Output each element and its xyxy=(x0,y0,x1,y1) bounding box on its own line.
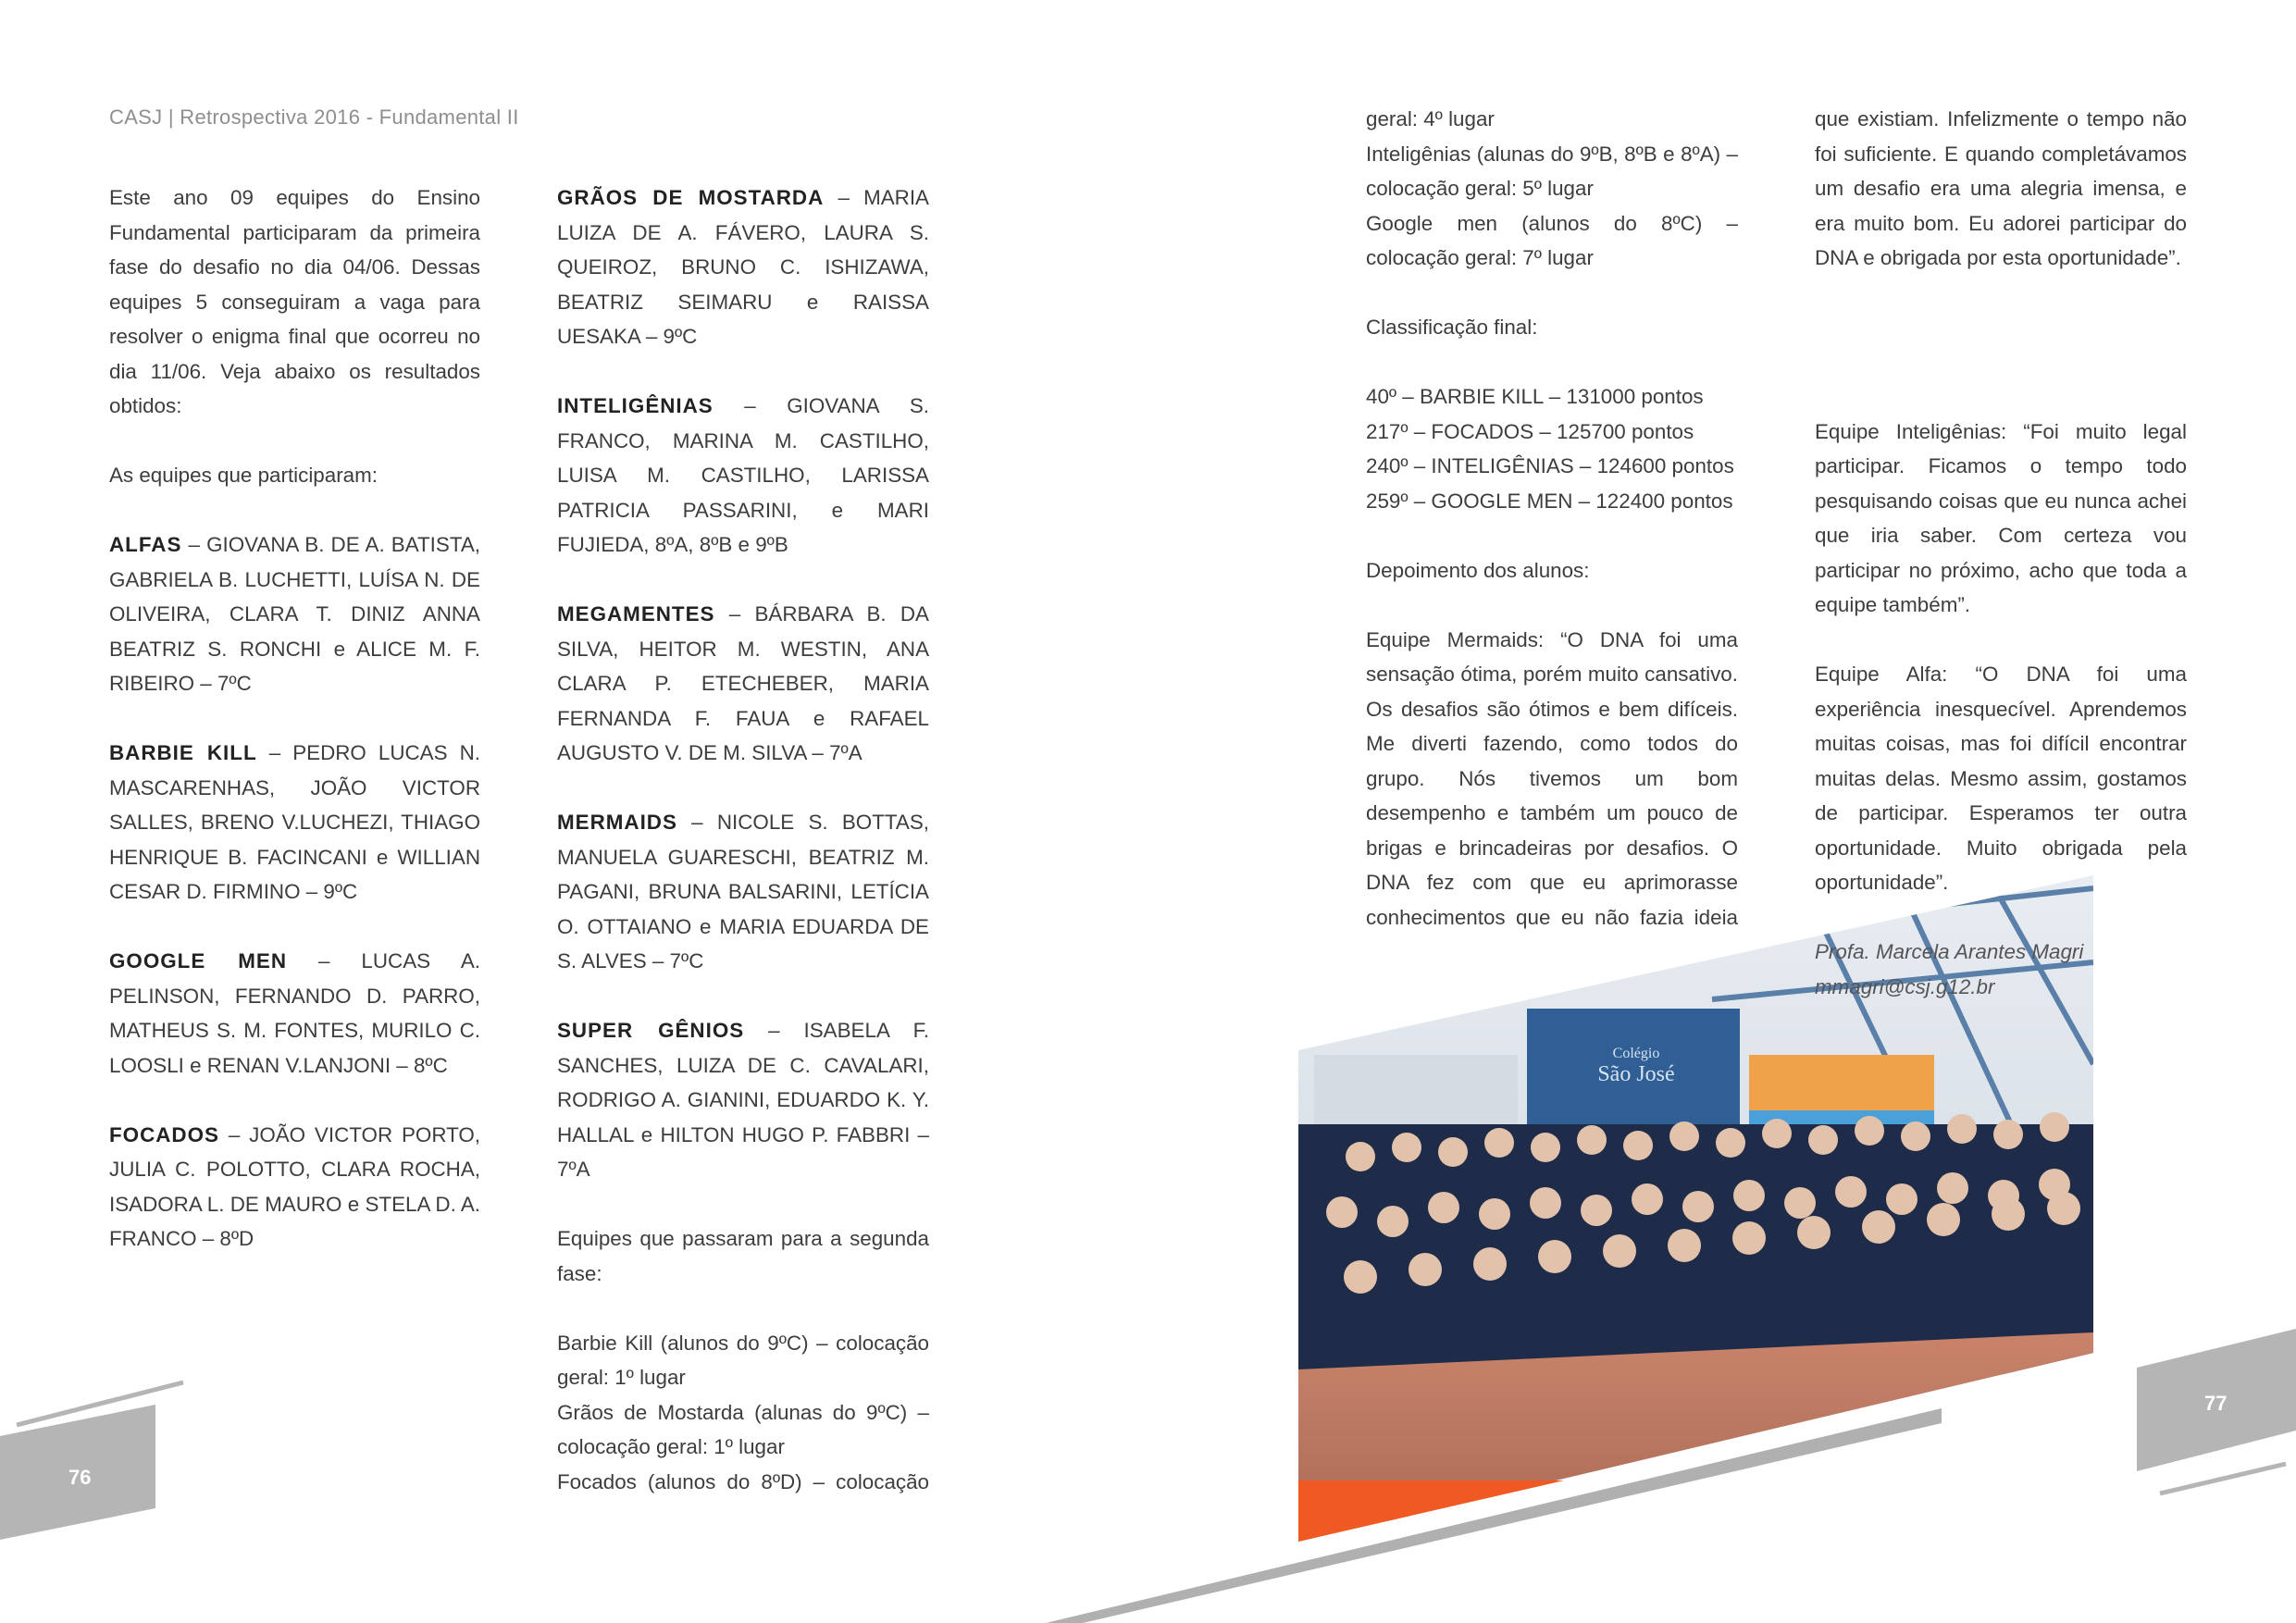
second-phase-item: Google men (alunos do 8ºC) – colocação geral: 7º lugar xyxy=(1366,211,1738,269)
second-phase-item: Focados (alunos do 8ºD) – colocação xyxy=(557,1469,929,1493)
column-2 xyxy=(557,180,929,1499)
final-label: Classificação final: xyxy=(1366,316,1538,339)
team-name: ALFAS xyxy=(109,533,182,556)
team-entry-super-genios xyxy=(557,1013,929,1187)
team-name: FOCADOS xyxy=(109,1122,219,1146)
testimonial-inteligenias: Equipe Inteligênias: “Foi muito legal participar. Ficamos o tempo todo pesquisando coisas que eu nunca achei que iria saber. Com certeza vou participar no próximo, acho que toda a equipe também”. xyxy=(1815,419,2187,616)
testimonial-alfa: Equipe Alfa: “O DNA foi uma experiência inesquecível. Aprendemos muitas coisas, mas foi difícil encontrar muitas delas. Mesmo assim, gostamos de participar. Esperamos ter outra oportunidade. Muito obrigada pela oportunidade”. xyxy=(1815,663,2187,894)
team-members: – NICOLE S. BOTTAS, MANUELA GUARESCHI, BEATRIZ M. PAGANI, BRUNA BALSARINI, LETÍCIA O. OTTAIANO e MARIA EDUARDA DE S. ALVES – 7ºC xyxy=(557,811,929,973)
signature-name: Profa. Marcela Arantes Magri xyxy=(1815,940,2084,963)
testimonial-mermaids-part: que existiam. Infelizmente o tempo não foi suficiente. E quando completávamos um desafio era uma alegria imensa, e era muito bom. Eu adorei participar do DNA e obrigada por esta oportunidade”. xyxy=(1815,107,2187,269)
testimonials-label: Depoimento dos alunos: xyxy=(1366,558,1590,582)
team-entry-inteligenias xyxy=(557,389,929,563)
team-members: – PEDRO LUCAS N. MASCARENHAS, JOÃO VICTOR SALLES, BRENO V.LUCHEZI, THIAGO HENRIQUE B. FACINCANI e WILLIAN CESAR D. FIRMINO – 9ºC xyxy=(109,741,480,903)
team-members: – LUCAS A. PELINSON, FERNANDO D. PARRO, MATHEUS S. M. FONTES, MURILO C. LOOSLI e RENAN V.LANJONI – 8ºC xyxy=(109,949,480,1077)
second-phase-item-continued: geral: 4º lugar xyxy=(1366,107,1495,130)
participated-label: As equipes que participaram: xyxy=(109,464,378,487)
team-entry-graos-de-mostarda xyxy=(557,180,929,354)
team-entry-alfas xyxy=(109,527,480,701)
team-name: MEGAMENTES xyxy=(557,602,715,626)
final-ranking-item: 240º – INTELIGÊNIAS – 124600 pontos xyxy=(1366,454,1734,477)
second-phase-item: Grãos de Mostarda (alunas do 9ºC) – colocação geral: 1º lugar xyxy=(557,1400,929,1458)
column-4 xyxy=(1815,102,2187,1004)
column-1 xyxy=(109,180,480,1291)
testimonial-mermaids-part: Equipe Mermaids: “O DNA foi uma sensação ótima, porém muito cansativo. Os desafios são ótimos e bem difíceis. Me diverti fazendo, como todos do grupo. Nós tivemos um bom desempenho e também um pouco de brigas e brincadeiras por desafios. O DNA fez com que eu aprimorasse conhecimentos que eu não fazia ideia xyxy=(1366,627,1738,929)
team-members: – ISABELA F. SANCHES, LUIZA DE C. CAVALARI, RODRIGO A. GIANINI, EDUARDO K. Y. HALLAL e HILTON HUGO P. FABBRI – 7ºA xyxy=(557,1019,929,1181)
signature-email: mmagri@csj.g12.br xyxy=(1815,974,1995,998)
team-members: – GIOVANA B. DE A. BATISTA, GABRIELA B. LUCHETTI, LUÍSA N. DE OLIVEIRA, CLARA T. DINIZ ANNA BEATRIZ S. RONCHI e ALICE M. F. RIBEIRO – 7ºC xyxy=(109,533,480,695)
second-phase-item: Inteligênias (alunas do 9ºB, 8ºB e 8ºA) – colocação geral: 5º lugar xyxy=(1366,142,1738,200)
final-ranking-item: 259º – GOOGLE MEN – 122400 pontos xyxy=(1366,489,1733,513)
team-entry-focados xyxy=(109,1118,480,1257)
team-name: GRÃOS DE MOSTARDA xyxy=(557,186,825,209)
final-ranking xyxy=(1366,379,1738,518)
team-name: INTELIGÊNIAS xyxy=(557,394,714,417)
team-name: MERMAIDS xyxy=(557,811,677,834)
photo-sign-line1: Colégio xyxy=(1612,1046,1660,1061)
team-members: – GIOVANA S. FRANCO, MARINA M. CASTILHO, LUISA M. CASTILHO, LARISSA PATRICIA PASSARINI, e MARI FUJIEDA, 8ºA, 8ºB e 9ºB xyxy=(557,394,929,556)
testimonial-mermaids-continued xyxy=(1815,102,2187,379)
team-name: BARBIE KILL xyxy=(109,741,257,764)
photo-sign xyxy=(1544,1044,1729,1084)
team-entry-megamentes xyxy=(557,597,929,771)
team-entry-mermaids xyxy=(557,805,929,979)
team-members: – MARIA LUIZA DE A. FÁVERO, LAURA S. QUEIROZ, BRUNO C. ISHIZAWA, BEATRIZ SEIMARU e RAISSA UESAKA – 9ºC xyxy=(557,186,929,348)
page-header: CASJ | Retrospectiva 2016 - Fundamental II xyxy=(109,105,519,129)
final-ranking-item: 40º – BARBIE KILL – 131000 pontos xyxy=(1366,385,1704,408)
team-members: – JOÃO VICTOR PORTO, JULIA C. POLOTTO, CLARA ROCHA, ISADORA L. DE MAURO e STELA D. A. FRANCO – 8ºD xyxy=(109,1122,480,1250)
page-number-left: 76 xyxy=(68,1466,92,1489)
final-ranking-item: 217º – FOCADOS – 125700 pontos xyxy=(1366,419,1694,443)
team-name: SUPER GÊNIOS xyxy=(557,1019,745,1042)
team-members: – BÁRBARA B. DA SILVA, HEITOR M. WESTIN, ANA CLARA P. ETECHEBER, MARIA FERNANDA F. FAUA e RAFAEL AUGUSTO V. DE M. SILVA – 7ºA xyxy=(557,602,929,764)
column-3 xyxy=(1366,102,1738,935)
team-entry-barbie-kill xyxy=(109,736,480,910)
second-phase-label: Equipes que passaram para a segunda fase: xyxy=(557,1227,929,1285)
intro-paragraph: Este ano 09 equipes do Ensino Fundamental participaram da primeira fase do desafio no dia 04/06. Dessas equipes 5 conseguiram a vaga para resolver o enigma final que ocorreu no dia 11/06. Veja abaixo os resultados obtidos: xyxy=(109,186,480,417)
page-number-right: 77 xyxy=(2204,1392,2228,1415)
second-phase-item: Barbie Kill (alunos do 9ºC) – colocação geral: 1º lugar xyxy=(557,1331,929,1389)
team-name: GOOGLE MEN xyxy=(109,949,288,973)
team-entry-google-men xyxy=(109,944,480,1083)
photo-sign-line2: São José xyxy=(1597,1062,1675,1086)
